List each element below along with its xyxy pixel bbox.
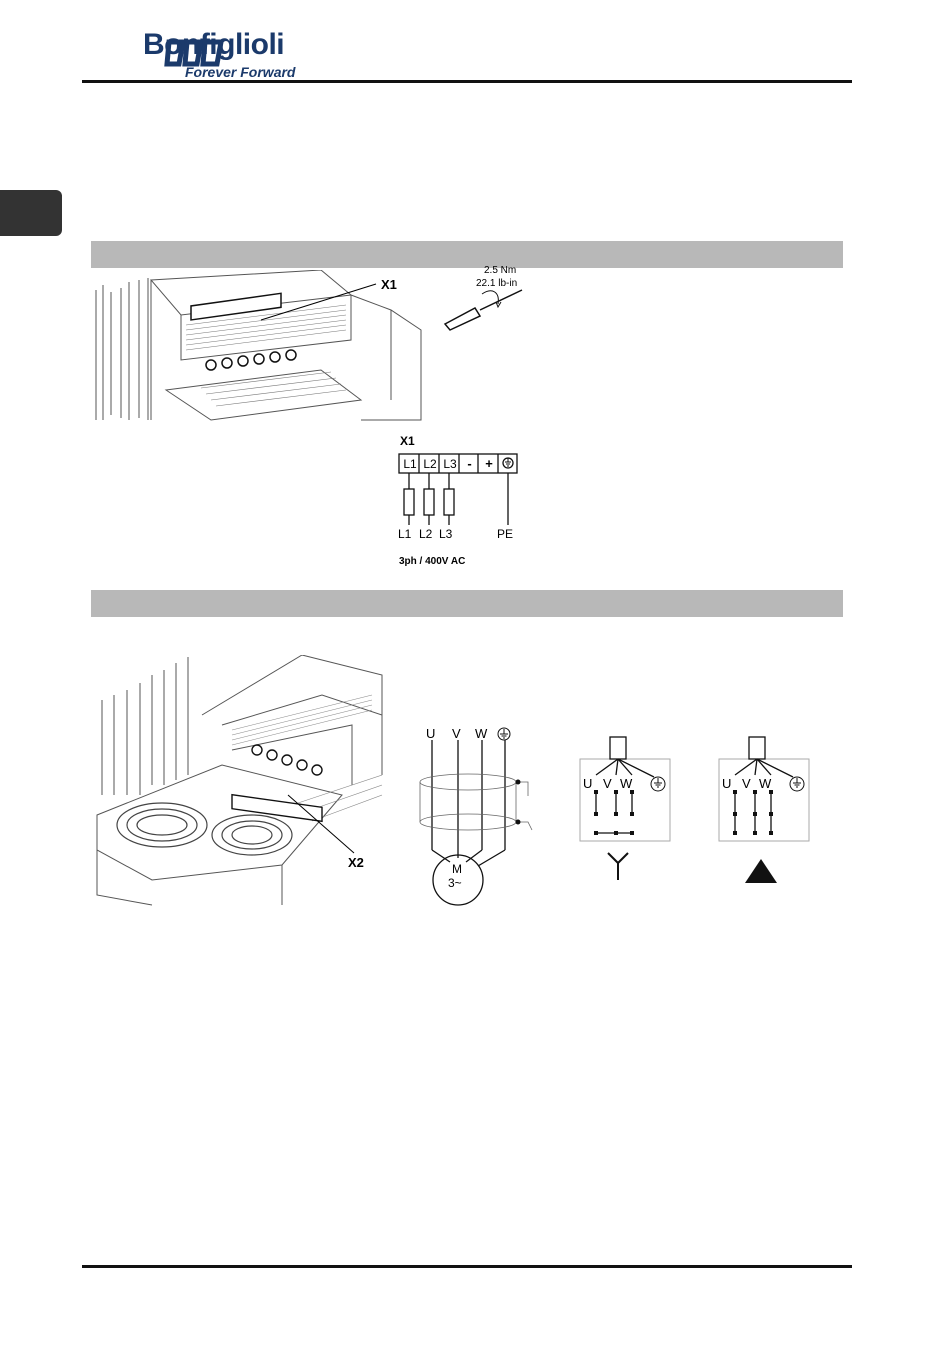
footer-rule	[82, 1265, 852, 1268]
motor-wiring-diagram	[418, 740, 548, 910]
inverter-mains-illustration	[91, 270, 436, 430]
terminal-plus: +	[485, 456, 493, 471]
delta-phase-w: W	[759, 776, 772, 791]
terminal-l3: L3	[443, 457, 457, 471]
motor-phase-u: U	[426, 726, 436, 741]
x1-terminal-title: X1	[400, 434, 415, 448]
x1-callout: X1	[381, 277, 397, 292]
star-phase-u: U	[583, 776, 593, 791]
x2-callout: X2	[348, 855, 364, 870]
supply-pe: PE	[497, 527, 514, 541]
supply-l2: L2	[419, 527, 433, 541]
motor-label-3ph: 3~	[448, 876, 462, 890]
terminal-l1: L1	[403, 457, 417, 471]
header-rule	[82, 80, 852, 83]
terminal-minus: -	[467, 456, 472, 471]
terminal-l2: L2	[423, 457, 437, 471]
delta-phase-v: V	[742, 776, 751, 791]
delta-connection-icon	[745, 859, 777, 883]
supply-l3: L3	[439, 527, 453, 541]
brand-name: Bonfiglioli	[143, 28, 285, 61]
delta-phase-u: U	[722, 776, 732, 791]
motor-phase-v: V	[452, 726, 461, 741]
brand-tagline: Forever Forward	[185, 64, 296, 80]
delta-connection-diagram	[717, 735, 813, 885]
screwdriver-icon	[440, 282, 530, 332]
supply-note: 3ph / 400V AC	[399, 556, 466, 567]
section-band-mains	[91, 241, 843, 268]
torque-lbin: 22.1 lb-in	[476, 278, 518, 289]
star-phase-w: W	[620, 776, 633, 791]
torque-nm: 2.5 Nm	[484, 265, 517, 276]
motor-label-m: M	[452, 862, 462, 876]
star-connection-diagram	[578, 735, 674, 880]
star-connection-icon	[608, 853, 628, 880]
motor-earth-icon	[497, 727, 511, 741]
chapter-tab	[0, 190, 62, 236]
star-phase-v: V	[603, 776, 612, 791]
motor-phase-w: W	[475, 726, 488, 741]
inverter-motor-illustration	[92, 655, 384, 910]
section-band-motor	[91, 590, 843, 617]
supply-l1: L1	[398, 527, 412, 541]
